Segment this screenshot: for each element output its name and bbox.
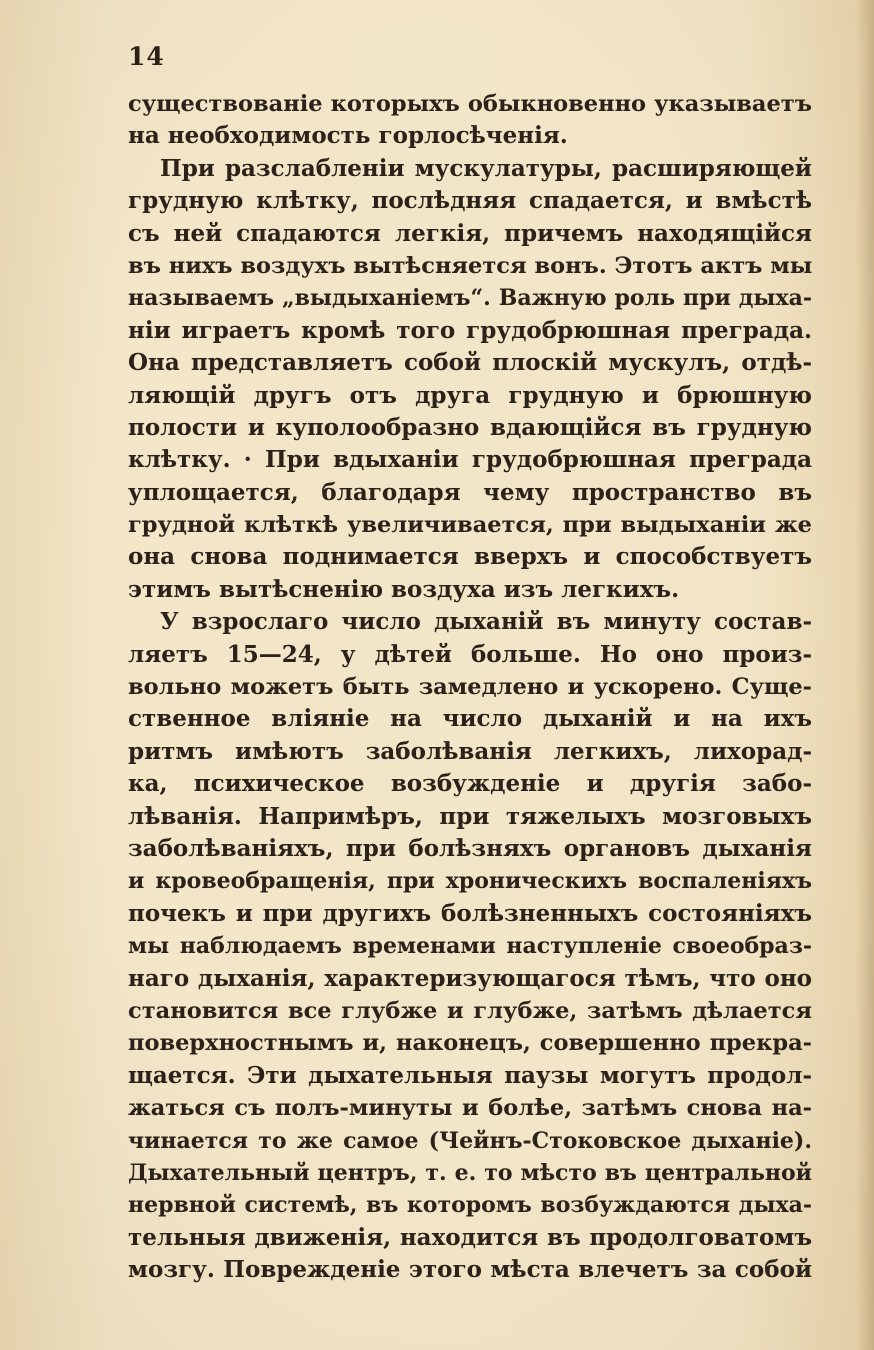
text-line: жаться съ полъ-минуты и болѣе, затѣмъ снова на- xyxy=(128,1095,812,1122)
text-line: клѣтку. · При вдыханіи грудобрюшная преграда xyxy=(128,446,812,474)
text-line: наго дыханія, характеризующагося тѣмъ, что оно xyxy=(128,964,812,992)
text-line: съ ней спадаются легкія, причемъ находящійся xyxy=(128,219,812,247)
text-line: У взрослаго число дыханій въ минуту состав- xyxy=(160,608,812,636)
text-line: она снова поднимается вверхъ и способствуетъ xyxy=(128,543,812,571)
text-line: ляющій другъ отъ друга грудную и брюшную xyxy=(128,381,812,409)
text-line: лѣванія. Напримѣръ, при тяжелыхъ мозговыхъ xyxy=(128,802,812,830)
text-line: ляетъ 15—24, у дѣтей больше. Но оно произ- xyxy=(128,640,812,668)
text-line: При разслабленіи мускулатуры, расширяющей xyxy=(160,154,812,182)
text-line: существованіе которыхъ обыкновенно указываетъ xyxy=(128,91,812,117)
text-line: называемъ „выдыханіемъ“. Важную роль при дыха- xyxy=(128,285,812,312)
text-line: полости и куполообразно вдающійся въ грудную xyxy=(128,413,812,441)
text-line: Дыхательный центръ, т. е. то мѣсто въ центральной xyxy=(128,1159,812,1186)
text-line: чинается то же самое (Чейнъ-Стоковское дыханіе). xyxy=(128,1127,812,1154)
text-line: Она представляетъ собой плоскій мускулъ, отдѣ- xyxy=(128,349,812,377)
page-number: 14 xyxy=(128,42,165,71)
text-line: въ нихъ воздухъ вытѣсняется вонъ. Этотъ актъ мы xyxy=(128,252,812,279)
text-line: мы наблюдаемъ временами наступленіе своеобраз- xyxy=(128,933,812,960)
body-text xyxy=(128,88,812,1286)
text-line: уплощается, благодаря чему пространство въ xyxy=(128,478,812,506)
text-line: этимъ вытѣсненію воздуха изъ легкихъ. xyxy=(128,575,680,603)
text-line: на необходимость горлосѣченія. xyxy=(128,122,568,150)
text-line: нервной системѣ, въ которомъ возбуждаются дыха- xyxy=(128,1192,812,1219)
text-line: заболѣваніяхъ, при болѣзняхъ органовъ дыханія xyxy=(128,834,812,862)
text-line: становится все глубже и глубже, затѣмъ дѣлается xyxy=(128,997,812,1024)
text-line: ніи играетъ кромѣ того грудобрюшная преграда. xyxy=(128,316,812,344)
text-line: почекъ и при другихъ болѣзненныхъ состояніяхъ xyxy=(128,899,812,927)
text-line: грудную клѣтку, послѣдняя спадается, и вмѣстѣ xyxy=(128,187,812,215)
text-line: ритмъ имѣютъ заболѣванія легкихъ, лихорад- xyxy=(128,737,812,765)
text-line: ка, психическое возбужденіе и другія забо- xyxy=(128,770,812,798)
text-line: поверхностнымъ и, наконецъ, совершенно прекра- xyxy=(128,1030,812,1057)
text-line: вольно можетъ быть замедлено и ускорено. Суще- xyxy=(128,674,812,701)
page-edge-shadow xyxy=(856,0,874,1350)
text-line: и кровеобращенія, при хроническихъ воспаленіяхъ xyxy=(128,868,812,895)
text-line: ственное вліяніе на число дыханій и на ихъ xyxy=(128,705,812,733)
text-line: щается. Эти дыхательныя паузы могутъ продол- xyxy=(128,1061,812,1089)
text-line: грудной клѣткѣ увеличивается, при выдыханіи же xyxy=(128,512,812,539)
text-line: тельныя движенія, находится въ продолговатомъ xyxy=(128,1223,812,1251)
text-line: мозгу. Поврежденіе этого мѣста влечетъ за собой xyxy=(128,1256,812,1284)
